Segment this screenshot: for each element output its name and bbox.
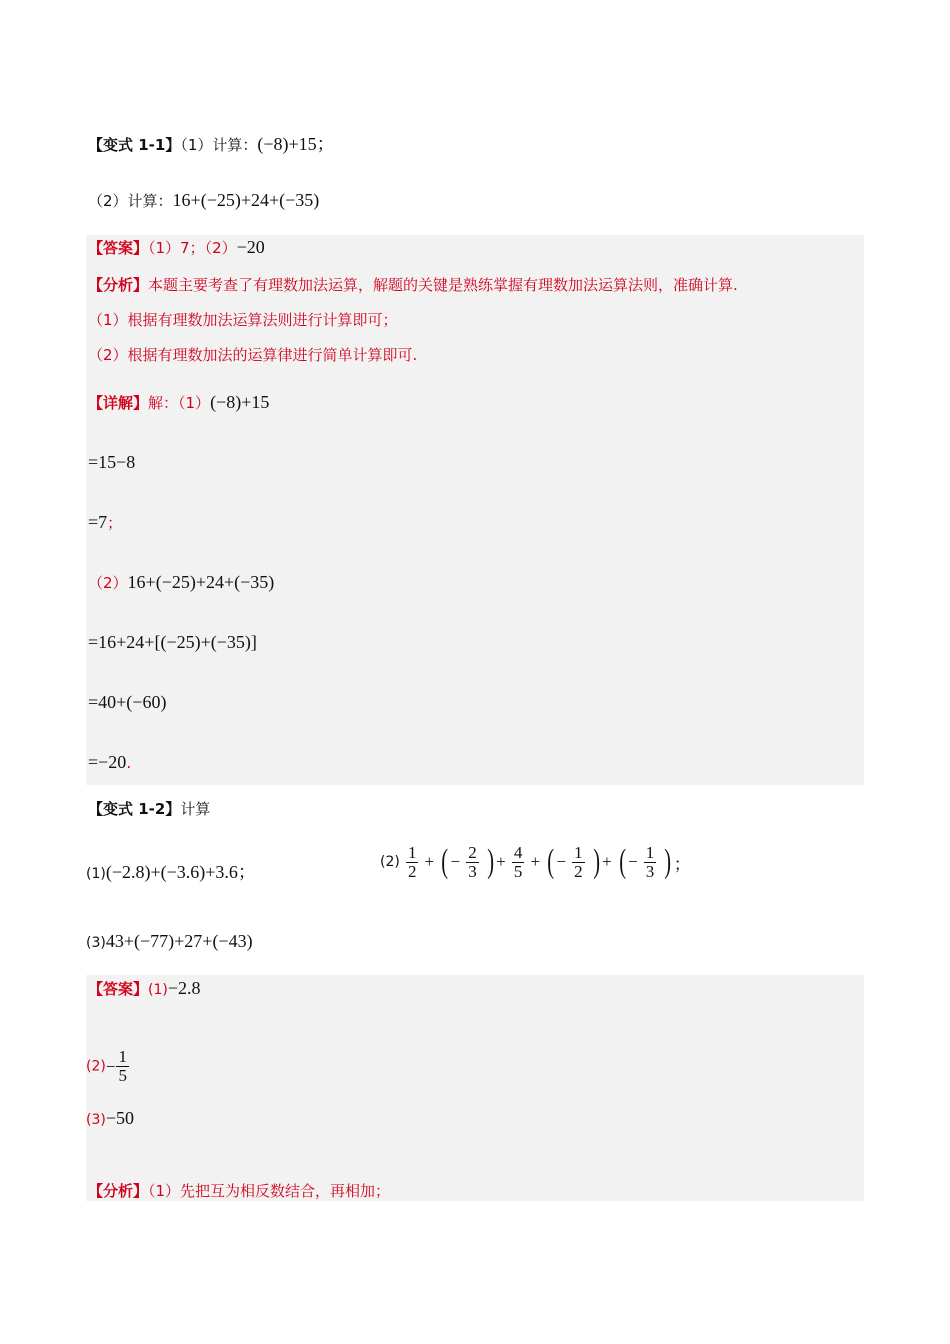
analysis-2-line — [88, 1180, 390, 1201]
question-1-part-1-expression: (−8)+15； — [257, 134, 335, 154]
detail-part-2-expression: 16+(−25)+24+(−35) — [127, 572, 275, 592]
analysis-1-text: 本题主要考查了有理数加法运算，解题的关键是熟练掌握有理数加法运算法则，准确计算. — [148, 276, 738, 294]
detail-step-2-math: =7 — [88, 512, 108, 532]
answer-2-r2-fraction: $\frac{1}{5}$ — [118, 1047, 127, 1085]
detail-step-1: =15−8 — [88, 452, 136, 472]
detail-1-intro: 解：（1） — [148, 394, 211, 412]
detail-part-2-prefix: （2） — [88, 574, 128, 592]
fraction-5: $\frac{1}{3}$ — [645, 842, 655, 881]
question-1-line-2 — [88, 190, 319, 211]
answer-2-r3-label: (3) — [86, 1112, 106, 1128]
fraction-2: $\frac{2}{3}$ — [468, 842, 477, 881]
answer-1-value: −20 — [236, 237, 265, 257]
analysis-1-line — [88, 274, 738, 295]
answer-2-r2-label: (2) — [86, 1058, 106, 1075]
answer-1-line — [88, 237, 265, 258]
answer-2-r2-sign: − — [105, 1056, 116, 1076]
question-2-part-1-expression: (−2.8)+(−3.6)+3.6； — [105, 862, 256, 882]
detail-step-2 — [88, 512, 122, 533]
question-2-part-2: (2) $\frac{1}{2}$ + ( − $\frac{2}{3}$ ) + $\frac{4}{5}$ + ( − $\frac{1}{2}$ ) + ( − $\frac{1}{3}$ ) ； — [380, 842, 691, 881]
answer-1-text: （1）7；（2） — [148, 239, 237, 257]
question-2-part-2-label: (2) — [380, 854, 400, 870]
detail-1-tag: 【详解】 — [88, 394, 149, 412]
answer-2-line-2 — [86, 1048, 130, 1085]
question-1-part-2-expression: 16+(−25)+24+(−35) — [172, 190, 320, 210]
detail-step-2-end: ； — [107, 514, 123, 532]
detail-step-3: =16+24+[(−25)+(−35)] — [88, 632, 257, 652]
question-1-part-2-prefix: （2）计算： — [88, 192, 173, 210]
question-1-part-1-prefix: （1）计算： — [180, 136, 258, 154]
answer-2-line-1 — [88, 978, 201, 999]
answer-2-block — [86, 975, 864, 1201]
answer-1-tag: 【答案】 — [88, 239, 149, 257]
detail-1-line — [88, 392, 269, 413]
answer-2-r1-label: (1) — [148, 982, 168, 998]
analysis-2-tag: 【分析】 — [88, 1182, 149, 1200]
detail-step-5-math: =−20 — [88, 752, 127, 772]
fraction-1: $\frac{1}{2}$ — [407, 842, 417, 881]
analysis-2-text: （1）先把互为相反数结合，再相加； — [148, 1182, 391, 1200]
detail-part-2-line — [88, 572, 274, 593]
question-1-tag: 【变式 1-1】 — [88, 136, 181, 154]
question-2-part-3-expression: 43+(−77)+27+(−43) — [105, 931, 253, 951]
question-2-part-3-label: (3) — [86, 935, 106, 951]
detail-1-expression: (−8)+15 — [210, 392, 270, 412]
analysis-1-tag: 【分析】 — [88, 276, 149, 294]
question-2-tag: 【变式 1-2】 — [88, 800, 181, 818]
answer-2-r1-value: −2.8 — [167, 978, 201, 998]
question-2-part-1-label: (1) — [86, 866, 106, 882]
answer-2-r3-value: −50 — [105, 1108, 134, 1128]
question-1-line-1 — [88, 130, 335, 156]
detail-step-5-end: . — [126, 754, 132, 772]
question-2-part-1 — [86, 858, 256, 884]
analysis-1-point-2: （2）根据有理数加法的运算律进行简单计算即可. — [88, 346, 418, 364]
fraction-3: $\frac{4}{5}$ — [513, 842, 523, 881]
question-2-title-line — [88, 798, 210, 819]
question-2-part-3 — [86, 931, 253, 952]
analysis-1-point-1: （1）根据有理数加法运算法则进行计算即可； — [88, 311, 398, 329]
detail-step-5 — [88, 752, 131, 773]
answer-2-tag: 【答案】 — [88, 980, 149, 998]
question-2-title: 计算 — [180, 800, 211, 818]
answer-2-line-3 — [86, 1108, 134, 1129]
question-2-part-2-end: ； — [673, 854, 691, 874]
detail-step-4: =40+(−60) — [88, 692, 167, 712]
fraction-4: $\frac{1}{2}$ — [574, 842, 583, 881]
